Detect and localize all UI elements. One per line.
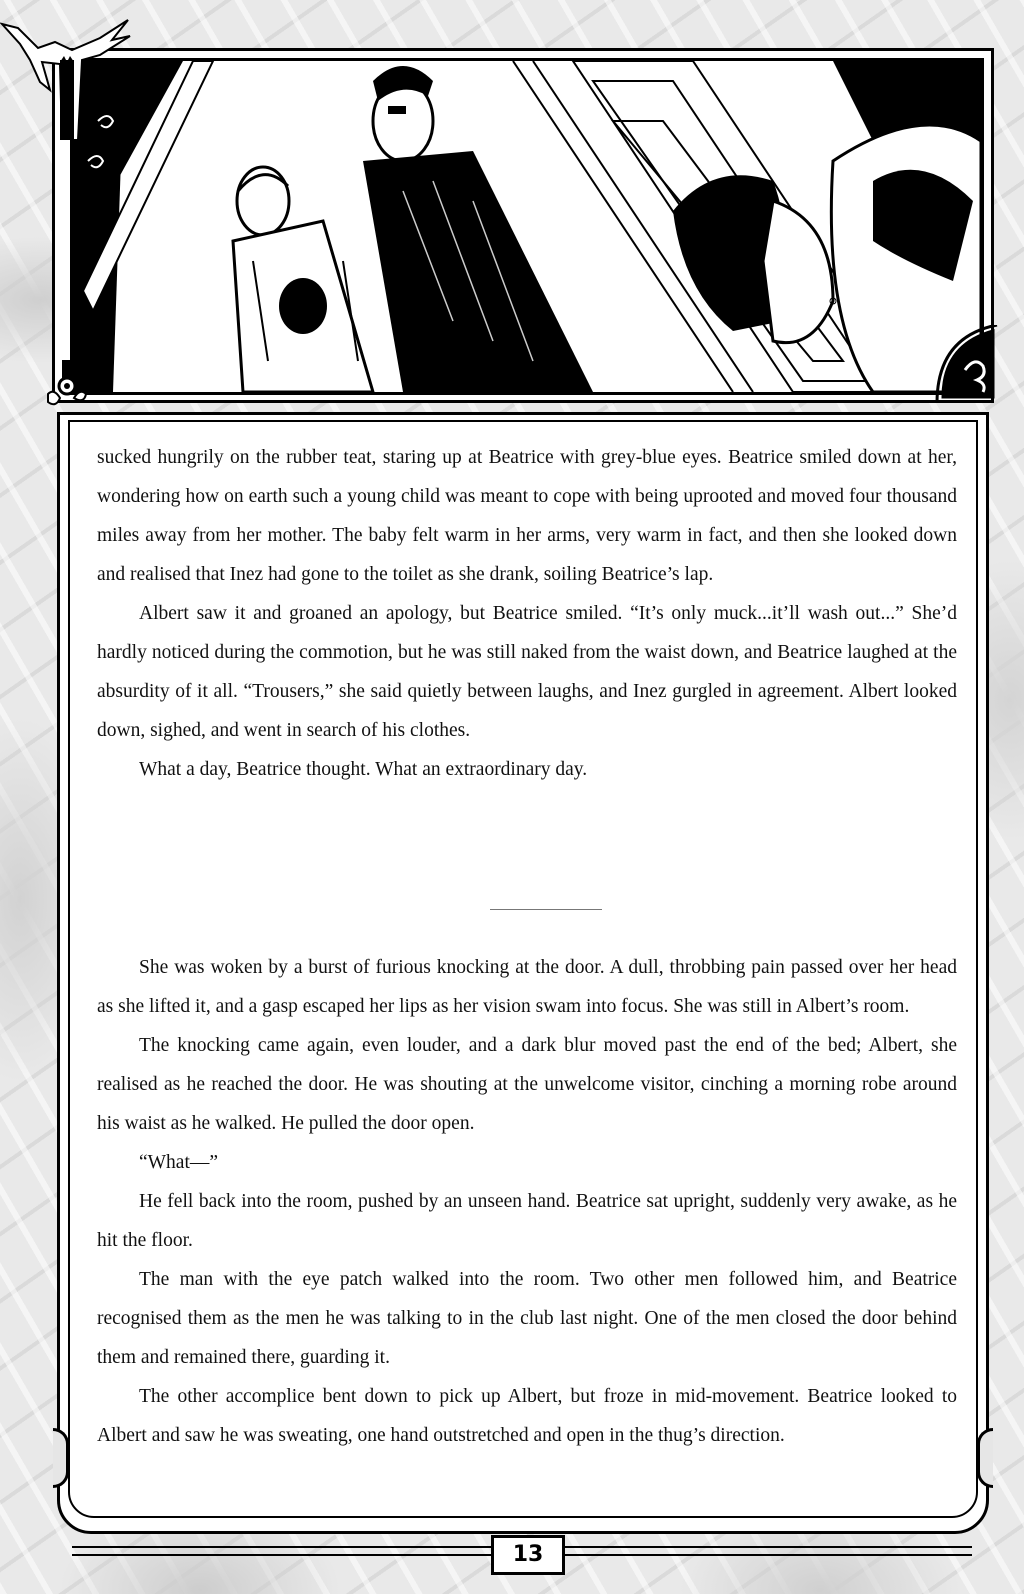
paragraph: She was woken by a burst of furious knocking at the door. A dull, throbbing pain passed over her head as she lifted it, and a gasp escaped her lips as her vision swam into focus. She was still in Albert’s room. xyxy=(97,957,957,1017)
bird-emblem-icon xyxy=(0,0,140,140)
paragraph: The knocking came again, even louder, and a dark blur moved past the end of the bed; Albert, she realised as he reached the door. He was shouting at the unwelcome visitor, cinching a morning robe around his waist as he walked. He pulled the door open. xyxy=(97,1035,957,1134)
paragraph: “What—” xyxy=(139,1152,219,1173)
paragraph: sucked hungrily on the rubber teat, staring up at Beatrice with grey-blue eyes. Beatrice smiled down at her, wondering how on earth such a young child was meant to cope with being uprooted and moved four thousand miles away from her mother. The baby felt warm in her arms, very warm in fact, and then she looked down and realised that Inez had gone to the toilet as she drank, soiling Beatrice’s lap. xyxy=(97,447,957,585)
paragraph: The other accomplice bent down to pick up Albert, but froze in mid-movement. Beatrice looked to Albert and saw he was sweating, one hand outstretched and open in the thug’s direction. xyxy=(97,1386,957,1446)
paragraph: What a day, Beatrice thought. What an extraordinary day. xyxy=(139,759,588,780)
paragraph: The man with the eye patch walked into the room. Two other men followed him, and Beatrice recognised them as the men he was talking to in the club last night. One of the men closed the door behind them and remained there, guarding it. xyxy=(97,1269,957,1368)
page-number: 13 xyxy=(491,1535,565,1575)
eye-ornament-icon xyxy=(40,360,100,410)
paragraph: He fell back into the room, pushed by an unseen hand. Beatrice sat upright, suddenly very awake, as he hit the floor. xyxy=(97,1191,957,1251)
swirl-ornament-icon xyxy=(935,325,1000,405)
scene-break-divider xyxy=(490,909,602,910)
story-text-section-1 xyxy=(97,438,957,789)
frame-right-notch xyxy=(977,1428,993,1488)
comic-illustration xyxy=(70,58,984,395)
paragraph: Albert saw it and groaned an apology, but Beatrice smiled. “It’s only muck...it’ll wash out...” She’d hardly noticed during the commotion, but he was still naked from the waist down, and Beatrice laughed at the absurdity of it all. “Trousers,” she said quietly between laughs, and Inez gurgled in agreement. Albert looked down, sighed, and went in search of his clothes. xyxy=(97,603,957,741)
story-text-section-2 xyxy=(97,948,957,1455)
frame-left-notch xyxy=(53,1428,69,1488)
